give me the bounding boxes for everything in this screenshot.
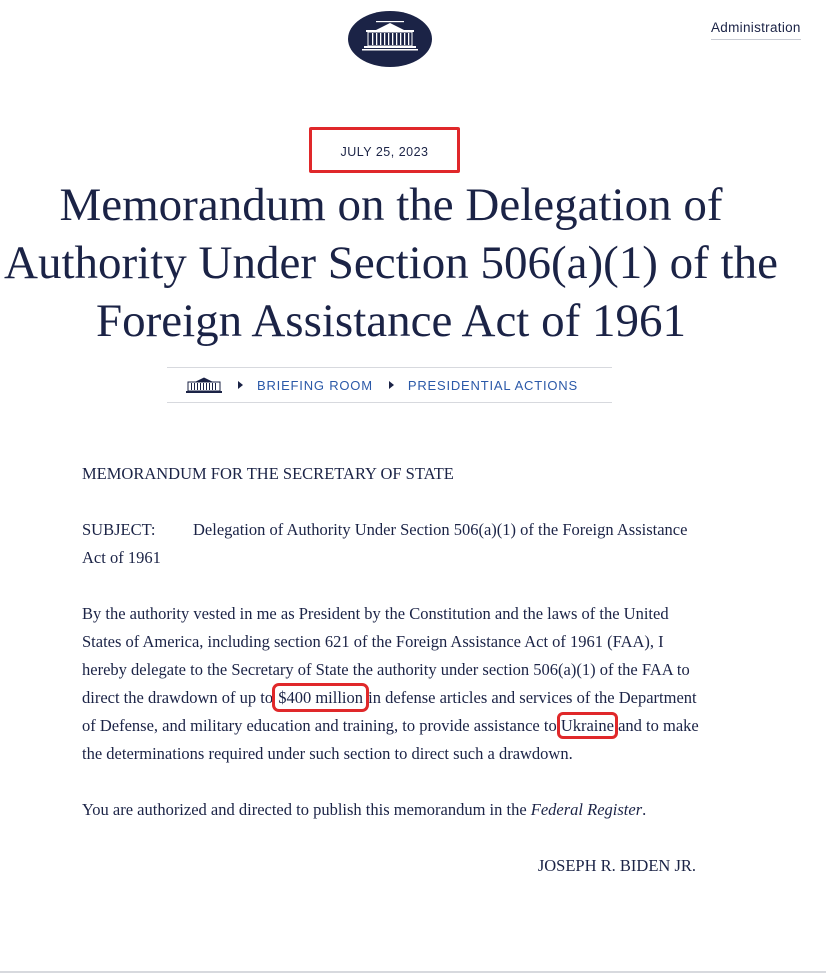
publish-text: You are authorized and directed to publish this memorandum in the — [82, 800, 527, 819]
authority-paragraph — [82, 600, 702, 768]
highlighted-amount: $400 million — [278, 688, 363, 707]
breadcrumb — [167, 367, 612, 403]
breadcrumb-presidential-actions[interactable]: PRESIDENTIAL ACTIONS — [407, 377, 578, 393]
federal-register-title: Federal Register — [530, 800, 643, 819]
page-title: Memorandum on the Delegation of Authority Under Section 506(a)(1) of the Foreign Assistance Act of 1961 — [4, 179, 778, 347]
paragraph-text-middle: in defense articles and services of the Department of Defense, and military education and training, to provide assistance to — [82, 688, 697, 735]
chevron-right-icon — [238, 381, 243, 389]
chevron-right-icon — [389, 381, 394, 389]
breadcrumb-briefing-room[interactable]: BRIEFING ROOM — [257, 377, 373, 393]
highlighted-country: Ukraine — [560, 716, 614, 735]
administration-link[interactable]: Administration — [711, 20, 801, 40]
subject-text: Delegation of Authority Under Section 506(a)(1) of the Foreign Assistance Act of 1961 — [82, 520, 688, 567]
white-house-seal-icon[interactable] — [348, 11, 432, 67]
signature: JOSEPH R. BIDEN JR. — [537, 856, 696, 875]
white-house-icon[interactable] — [186, 377, 222, 393]
paragraph-text-end: and to make the determinations required under such section to direct such a drawdown. — [82, 716, 699, 763]
publish-period: . — [642, 800, 647, 819]
paragraph-text-start: By the authority vested in me as President by the Constitution and the laws of the United States of America, including section 621 of the Foreign Assistance Act of 1961 (FAA), I hereby delegate to the Secretary of State the authority under section 506(a)(1) of the FAA to direct the drawdown of up to — [82, 604, 690, 707]
memo-addressee: MEMORANDUM FOR THE SECRETARY OF STATE — [82, 464, 454, 483]
memo-body — [82, 460, 702, 880]
subject-label: SUBJECT: — [82, 520, 156, 539]
memo-subject — [82, 516, 702, 572]
publish-date: JULY 25, 2023 — [340, 144, 429, 159]
date-highlight-box — [309, 127, 460, 173]
publish-paragraph — [82, 796, 702, 824]
